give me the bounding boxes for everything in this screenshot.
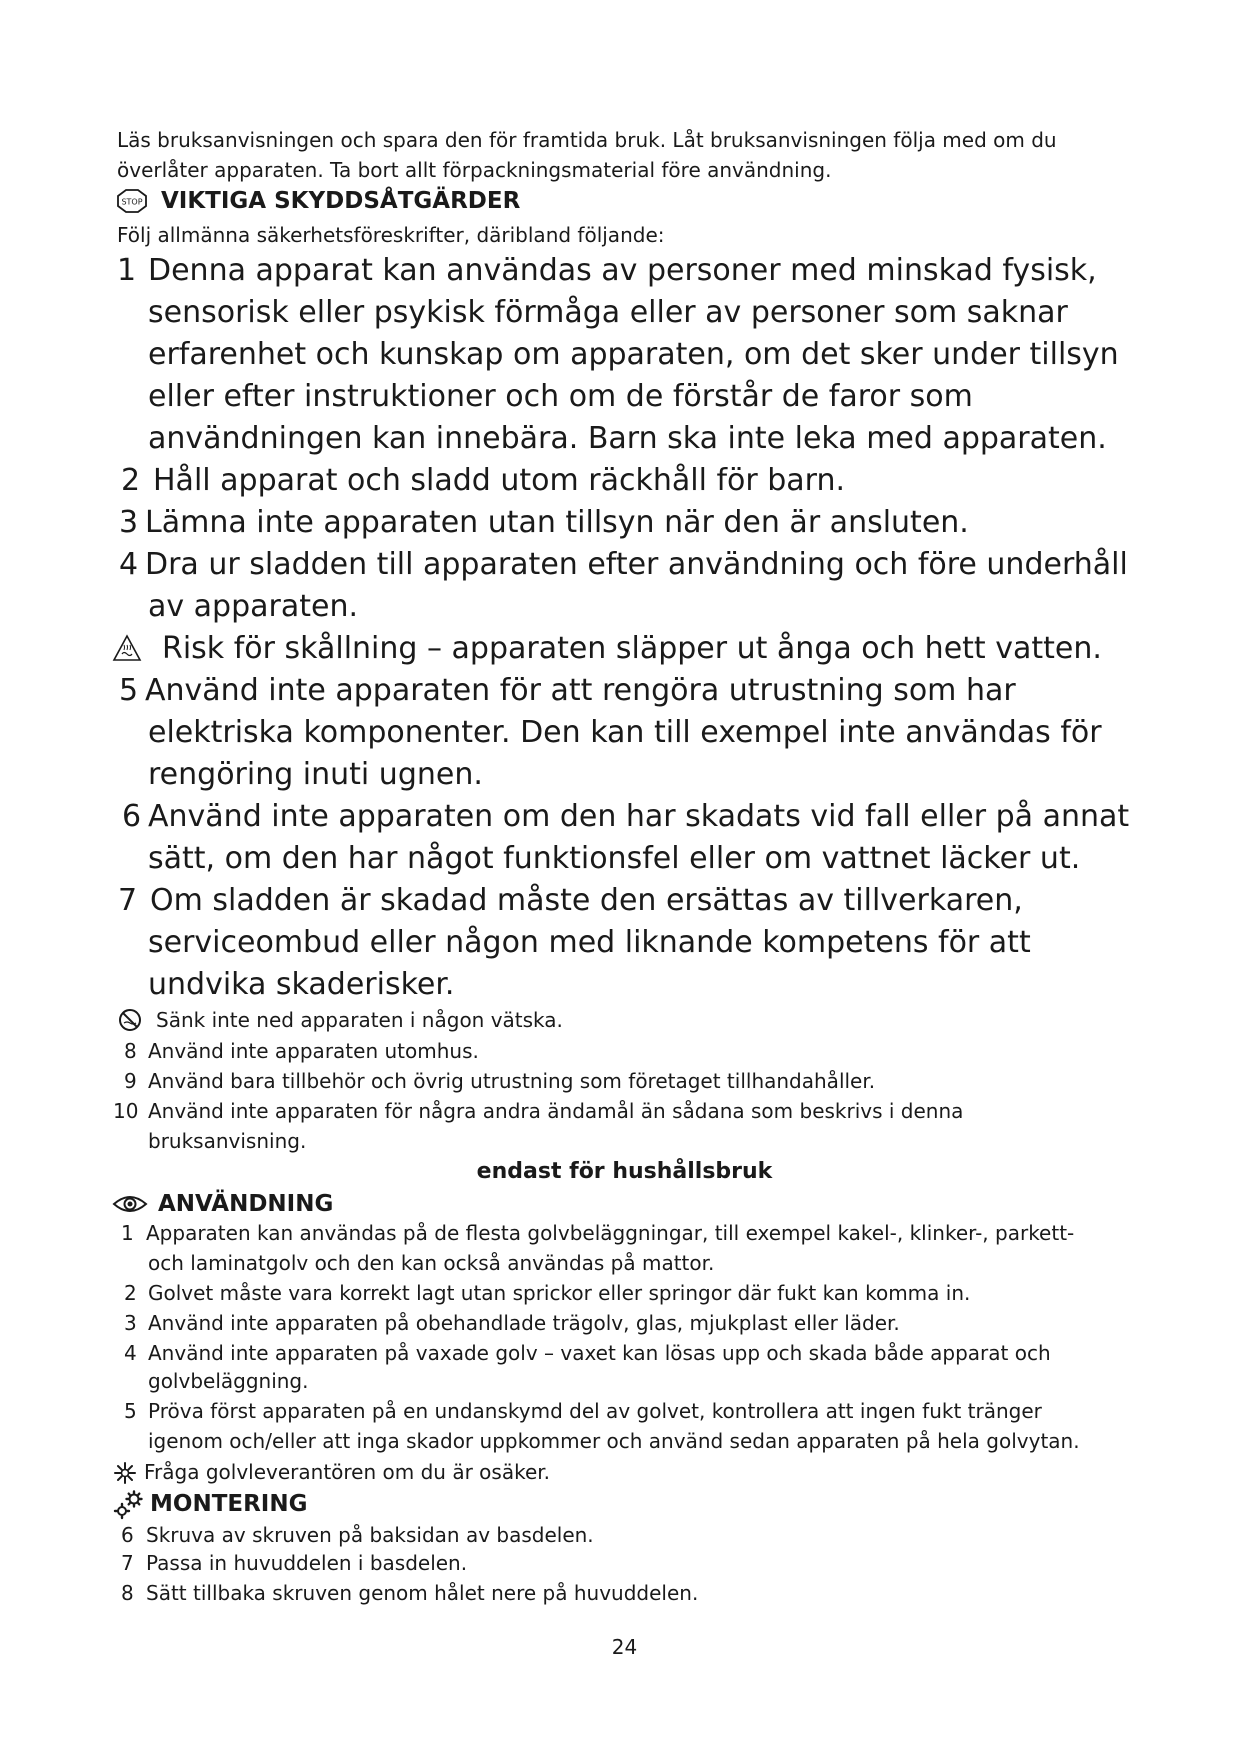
item-line: Använd bara tillbehör och övrig utrustning som företaget tillhandahåller.: [148, 1069, 876, 1093]
item-number: 2: [124, 1281, 137, 1305]
item-line: sätt, om den har något funktionsfel eller om vattnet läcker ut.: [148, 841, 1081, 876]
item-line: Pröva först apparaten på en undanskymd del av golvet, kontrollera att ingen fukt tränger: [148, 1399, 1042, 1423]
item-number: 8: [124, 1039, 137, 1063]
item-line: elektriska komponenter. Den kan till exempel inte användas för: [148, 715, 1102, 750]
item-line: bruksanvisning.: [148, 1129, 307, 1153]
item-line: Använd inte apparaten utomhus.: [148, 1039, 479, 1063]
item-line: av apparaten.: [148, 589, 359, 624]
floor-supplier-tip: Fråga golvleverantören om du är osäker.: [144, 1460, 550, 1484]
svg-text:STOP: STOP: [121, 197, 143, 207]
item-number: 1: [121, 1221, 134, 1245]
item-number: 10: [113, 1099, 139, 1123]
item-line: Använd inte apparaten för några andra ändamål än sådana som beskrivs i denna: [148, 1099, 964, 1123]
item-line: Dra ur sladden till apparaten efter användning och före underhåll: [145, 547, 1128, 582]
usage-heading: ANVÄNDNING: [158, 1191, 334, 1217]
item-number: 1: [117, 253, 137, 288]
item-number: 2: [121, 463, 141, 498]
item-line: Lämna inte apparaten utan tillsyn när den är ansluten.: [145, 505, 969, 540]
eye-icon: [112, 1193, 148, 1215]
item-number: 5: [119, 673, 139, 708]
item-number: 7: [118, 883, 138, 918]
item-line: Sätt tillbaka skruven genom hålet nere på huvuddelen.: [146, 1581, 699, 1605]
item-number: 3: [124, 1311, 137, 1335]
item-line: undvika skaderisker.: [148, 967, 455, 1002]
item-number: 6: [121, 1523, 134, 1547]
household-use-note: endast för hushållsbruk: [476, 1159, 773, 1184]
assembly-heading: MONTERING: [150, 1491, 308, 1517]
scald-warning: Risk för skållning – apparaten släpper ut ånga och hett vatten.: [162, 631, 1102, 666]
item-line: Skruva av skruven på baksidan av basdelen.: [146, 1523, 594, 1547]
item-line: Använd inte apparaten på vaxade golv – vaxet kan lösas upp och skada både apparat och: [148, 1341, 1051, 1365]
item-line: användningen kan innebära. Barn ska inte leka med apparaten.: [148, 421, 1107, 456]
item-number: 9: [124, 1069, 137, 1093]
item-line: golvbeläggning.: [148, 1369, 309, 1393]
item-line: Om sladden är skadad måste den ersättas av tillverkaren,: [150, 883, 1023, 918]
item-number: 4: [119, 547, 139, 582]
item-line: Använd inte apparaten om den har skadats vid fall eller på annat: [148, 799, 1130, 834]
item-number: 8: [121, 1581, 134, 1605]
item-line: Håll apparat och sladd utom räckhåll för barn.: [153, 463, 846, 498]
page-number: 24: [611, 1635, 638, 1659]
no-immerse-icon: [118, 1008, 142, 1032]
item-line: Denna apparat kan användas av personer med minskad fysisk,: [148, 253, 1097, 288]
safety-subheading: Följ allmänna säkerhetsföreskrifter, däribland följande:: [117, 223, 665, 247]
item-line: och laminatgolv och den kan också användas på mattor.: [148, 1251, 715, 1275]
intro-line-1: Läs bruksanvisningen och spara den för framtida bruk. Låt bruksanvisningen följa med om du: [117, 128, 1057, 152]
item-number: 6: [122, 799, 142, 834]
item-number: 5: [124, 1399, 137, 1423]
item-line: Golvet måste vara korrekt lagt utan sprickor eller springor där fukt kan komma in.: [148, 1281, 971, 1305]
item-line: serviceombud eller någon med liknande kompetens för att: [148, 925, 1031, 960]
item-line: eller efter instruktioner och om de förstår de faror som: [148, 379, 973, 414]
item-line: Apparaten kan användas på de flesta golvbeläggningar, till exempel kakel-, klinker-, parkett-: [146, 1221, 1075, 1245]
safety-heading: VIKTIGA SKYDDSÅTGÄRDER: [161, 188, 521, 214]
item-line: erfarenhet och kunskap om apparaten, om det sker under tillsyn: [148, 337, 1119, 372]
sparkle-icon: [114, 1462, 136, 1484]
item-number: 3: [119, 505, 139, 540]
no-immerse-text: Sänk inte ned apparaten i någon vätska.: [156, 1008, 563, 1032]
item-line: sensorisk eller psykisk förmåga eller av personer som saknar: [148, 295, 1068, 330]
intro-line-2: överlåter apparaten. Ta bort allt förpackningsmaterial före användning.: [117, 158, 832, 182]
item-number: 7: [121, 1551, 134, 1575]
stop-icon: [117, 189, 147, 213]
item-line: rengöring inuti ugnen.: [148, 757, 483, 792]
warning-icon: [112, 634, 142, 662]
item-number: 4: [124, 1341, 137, 1365]
gears-icon: [113, 1490, 143, 1520]
item-line: igenom och/eller att inga skador uppkommer och använd sedan apparaten på hela golvytan.: [148, 1429, 1080, 1453]
item-line: Använd inte apparaten för att rengöra utrustning som har: [145, 673, 1016, 708]
item-line: Passa in huvuddelen i basdelen.: [146, 1551, 468, 1575]
item-line: Använd inte apparaten på obehandlade trägolv, glas, mjukplast eller läder.: [148, 1311, 900, 1335]
